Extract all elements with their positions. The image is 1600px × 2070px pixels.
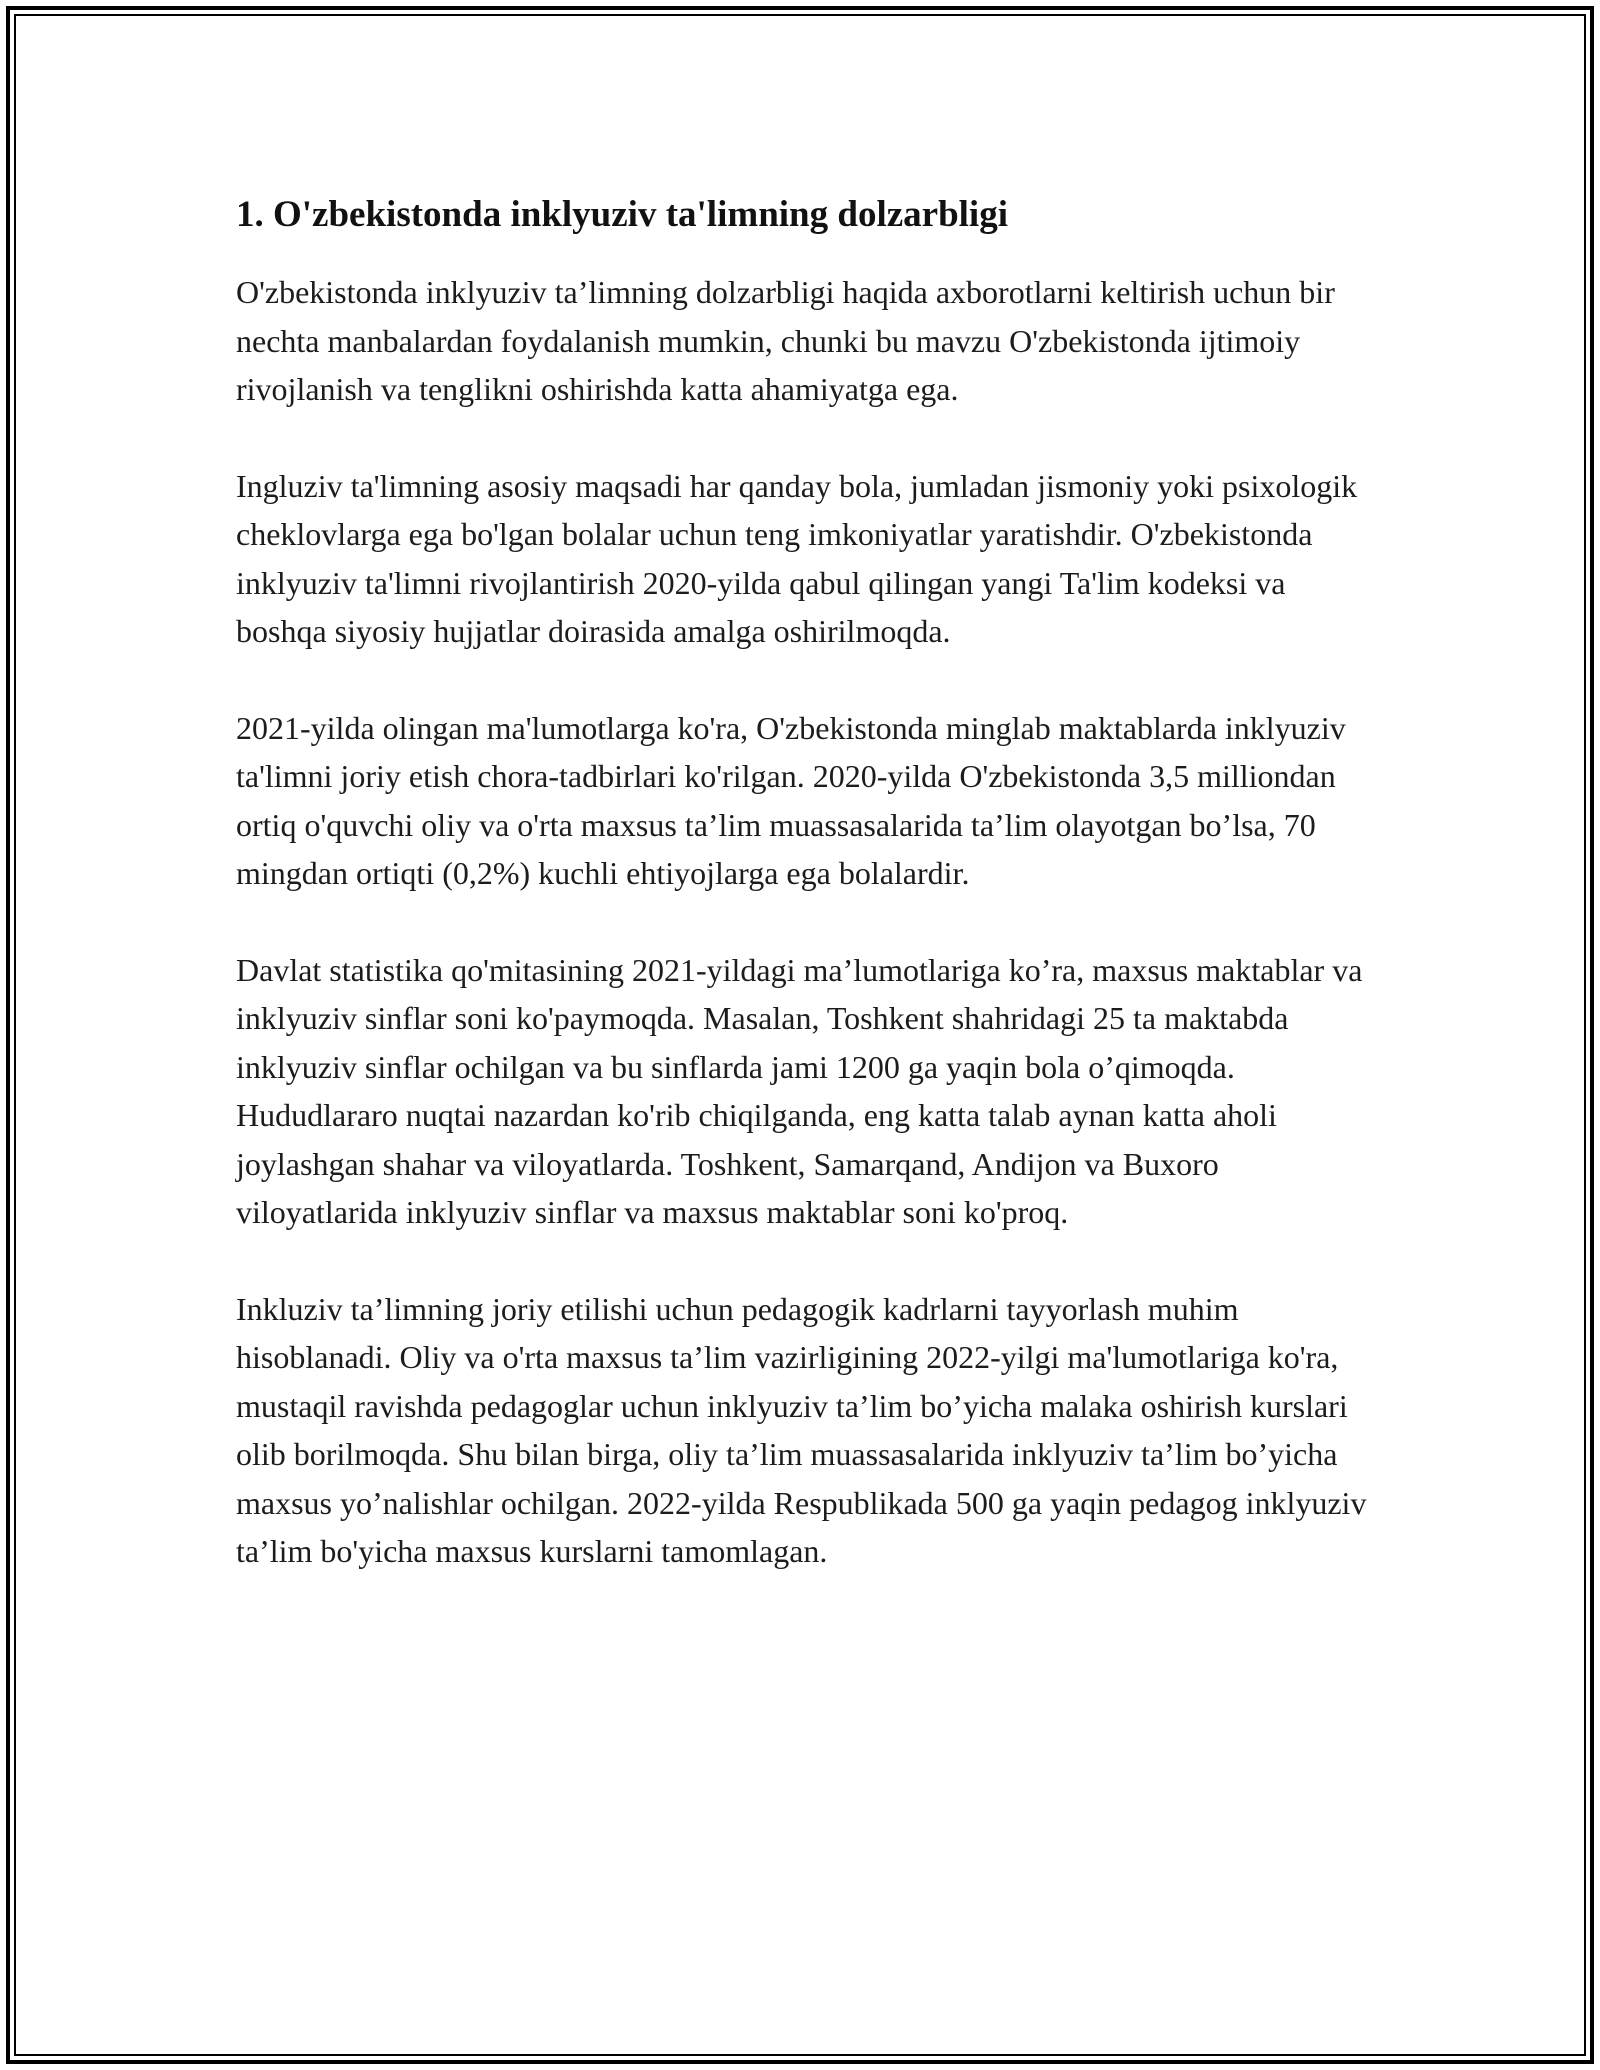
paragraph-4: Davlat statistika qo'mitasining 2021-yildagi ma’lumotlariga ko’ra, maxsus maktablar va inklyuziv sinflar soni ko'paymoqda. Masalan, Toshkent shahridagi 25 ta maktabda inklyuziv sinflar ochilgan va bu sinflarda jami 1200 ga yaqin bola o’qimoqda. Hududlararo nuqtai nazardan ko'rib chiqilganda, eng katta talab aynan katta aholi joylashgan shahar va viloyatlarda. Toshkent, Samarqand, Andijon va Buxoro viloyatlarida inklyuziv sinflar va maxsus maktablar soni ko'proq. — [236, 951, 1363, 1230]
paragraph-2: Ingluziv ta'limning asosiy maqsadi har qanday bola, jumladan jismoniy yoki psixologik cheklovlarga ega bo'lgan bolalar uchun teng imkoniyatlar yaratishdir. O'zbekistonda inklyuziv ta'limni rivojlantirish 2020-yilda qabul qilingan yangi Ta'lim kodeksi va boshqa siyosiy hujjatlar doirasida amalga oshirilmoqda. — [236, 467, 1358, 649]
document-body — [236, 184, 1370, 1624]
section-title: 1. O'zbekistonda inklyuziv ta'limning dolzarbligi — [236, 194, 1008, 235]
paragraph-3: 2021-yilda olingan ma'lumotlarga ko'ra, O'zbekistonda minglab maktablarda inklyuziv ta'limni joriy etish chora-tadbirlari ko'rilgan. 2020-yilda O'zbekistonda 3,5 milliondan ortiq o'quvchi oliy va o'rta maxsus ta’lim muassasalarida ta’lim olayotgan bo’lsa, 70 mingdan ortiqti (0,2%) kuchli ehtiyojlarga ega bolalardir. — [236, 709, 1346, 891]
paragraph-5: Inkluziv ta’limning joriy etilishi uchun pedagogik kadrlarni tayyorlash muhim hisoblanadi. Oliy va o'rta maxsus ta’lim vazirligining 2022-yilgi ma'lumotlariga ko'ra, mustaqil ravishda pedagoglar uchun inklyuziv ta’lim bo’yicha malaka oshirish kurslari olib borilmoqda. Shu bilan birga, oliy ta’lim muassasalarida inklyuziv ta’lim bo’yicha maxsus yo’nalishlar ochilgan. 2022-yilda Respublikada 500 ga yaqin pedagog inklyuziv ta’lim bo'yicha maxsus kurslarni tamomlagan. — [236, 1290, 1367, 1569]
paragraph-1: O'zbekistonda inklyuziv ta’limning dolzarbligi haqida axborotlarni keltirish uchun bir nechta manbalardan foydalanish mumkin, chunki bu mavzu O'zbekistonda ijtimoiy rivojlanish va tenglikni oshirishda katta ahamiyatga ega. — [236, 274, 1335, 407]
